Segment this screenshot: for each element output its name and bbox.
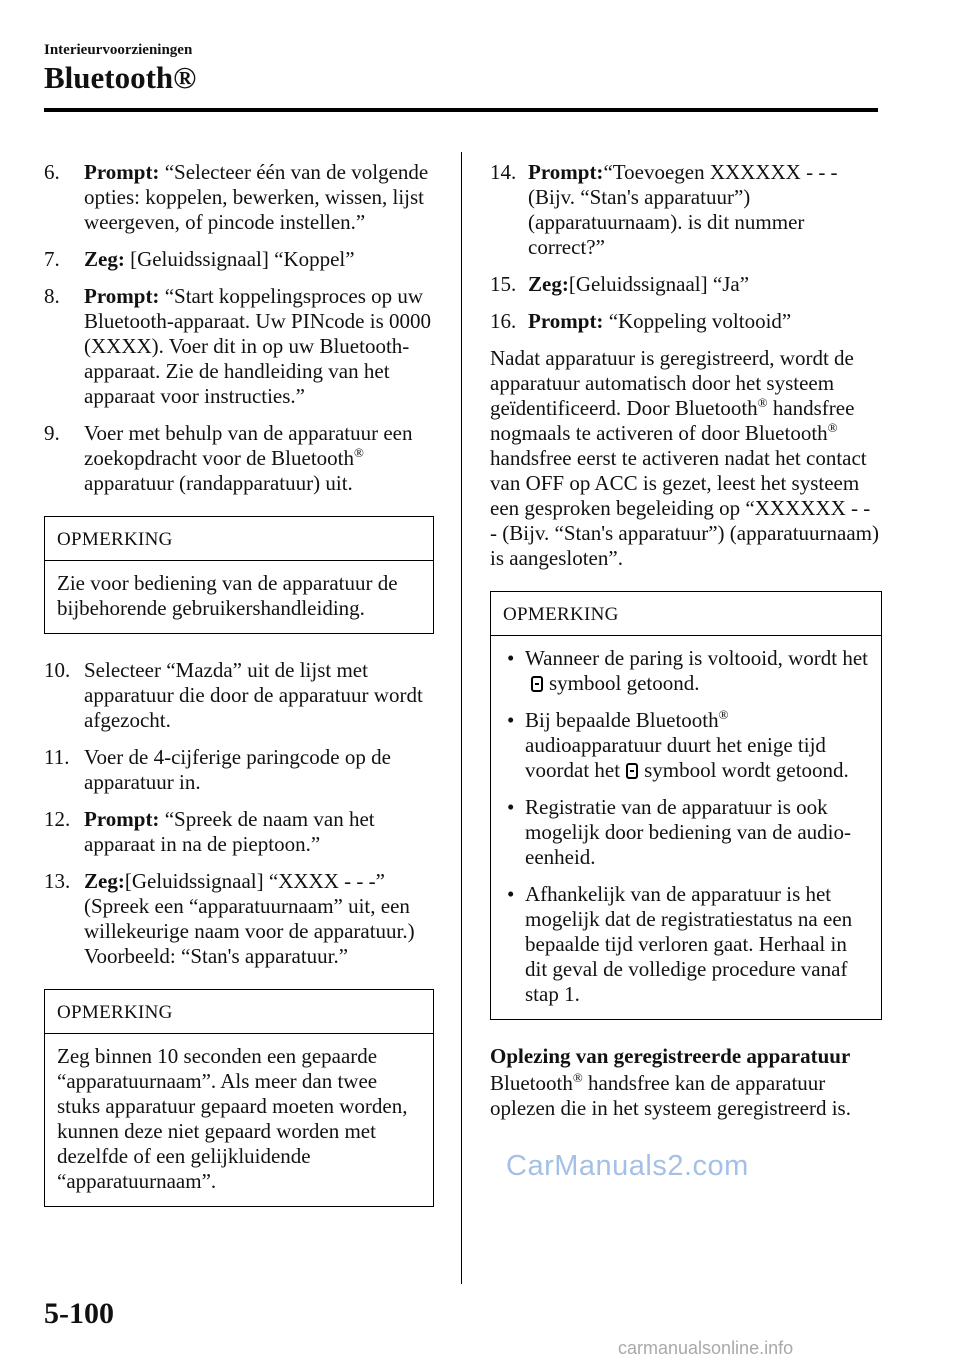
paragraph (490, 346, 882, 571)
step-text: apparatuur (randapparatuur) uit. (84, 471, 353, 495)
step-text: “Selecteer één van de volgende opties: koppelen, bewerken, wissen, lijst weergeven, of pincode instellen.” (84, 160, 429, 234)
note-box (44, 989, 434, 1207)
registered-mark: ® (572, 1070, 583, 1085)
phone-icon (531, 676, 543, 692)
step-number: 6. (44, 160, 60, 184)
step-text: [Geluidssignaal] “Ja” (568, 272, 750, 296)
step-number: 9. (44, 421, 60, 445)
subheading: Oplezing van geregistreerde apparatuur (490, 1044, 851, 1068)
list-item-text: Bij bepaalde Bluetooth (525, 708, 719, 732)
note-heading: OPMERKING (491, 592, 881, 636)
step-text: [Geluidssignaal] “Koppel” (124, 247, 355, 271)
list-item-text: Registratie van de apparatuur is ook mogelijk door bediening van de audio-eenheid. (525, 795, 852, 869)
note-list (503, 646, 869, 1007)
left-column (44, 160, 434, 1231)
paragraph-text: Nadat apparatuur is geregistreerd, wordt de apparatuur automatisch door het systeem geïdentificeerd. Door Bluetooth (490, 346, 854, 420)
step-number: 12. (44, 807, 71, 831)
step-10 (44, 658, 434, 733)
step-8 (44, 284, 434, 409)
step-text: [Geluidssignaal] “XXXX - - -” (Spreek een “apparatuurnaam” uit, een willekeurige naam voor de apparatuur.) (84, 869, 415, 943)
note-body (491, 636, 881, 1019)
list-item-text: Afhankelijk van de apparatuur is het mogelijk dat de registratiestatus na een bepaalde tijd verloren gaat. Herhaal in dit geval de volledige procedure vanaf stap 1. (525, 882, 853, 1006)
paragraph-text: handsfree eerst te activeren nadat het contact van OFF op ACC is gezet, leest het systeem een gesproken begeleiding op “XXXXXX - - - (Bijv. “Stan's apparatuur”) (apparatuurnaam) is aangesloten”. (490, 446, 880, 570)
step-7 (44, 247, 434, 272)
paragraph (490, 1071, 882, 1121)
step-keyword: Prompt: (84, 807, 160, 831)
list-item (503, 795, 869, 870)
step-number: 14. (490, 160, 517, 184)
step-number: 13. (44, 869, 71, 893)
step-number: 8. (44, 284, 60, 308)
step-text: Voer met behulp van de apparatuur een zoekopdracht voor de Bluetooth (84, 421, 413, 470)
step-11 (44, 745, 434, 795)
section-label: Interieurvoorzieningen (44, 42, 193, 58)
registered-mark: ® (354, 445, 364, 460)
step-keyword: Zeg: (84, 247, 125, 271)
step-13 (44, 869, 434, 969)
column-divider (461, 152, 462, 1284)
step-number: 7. (44, 247, 60, 271)
step-9 (44, 421, 434, 496)
right-column (490, 160, 882, 1133)
step-text: Selecteer “Mazda” uit de lijst met apparatuur die door de apparatuur wordt afgezocht. (84, 658, 423, 732)
step-6 (44, 160, 434, 235)
step-keyword: Prompt: (528, 160, 604, 184)
bullet: • (507, 708, 515, 732)
list-item-text: symbool wordt getoond. (644, 758, 849, 782)
note-heading: OPMERKING (45, 990, 433, 1034)
note-box (44, 516, 434, 634)
list-item (503, 882, 869, 1007)
registered-mark: ® (718, 707, 729, 722)
step-14 (490, 160, 882, 260)
step-number: 11. (44, 745, 70, 769)
step-text: “Toevoegen XXXXXX - - - (Bijv. “Stan's apparatuur”) (apparatuurnaam). is dit nummer correct?” (528, 160, 838, 259)
note-heading: OPMERKING (45, 517, 433, 561)
step-keyword: Prompt: (84, 284, 160, 308)
step-text: “Start koppelingsproces op uw Bluetooth-apparaat. Uw PINcode is 0000 (XXXX). Voer dit in op uw Bluetooth-apparaat. Zie de handleiding van het apparaat voor instructies.” (84, 284, 432, 408)
bullet: • (507, 646, 515, 670)
page-title: Bluetooth® (44, 60, 197, 95)
step-keyword: Prompt: (528, 309, 604, 333)
page-number: 5-100 (44, 1297, 114, 1330)
paragraph-text: handsfree kan de apparatuur oplezen die in het systeem geregistreerd is. (490, 1071, 851, 1120)
title-rule (44, 108, 878, 112)
paragraph-text: Bluetooth (490, 1071, 573, 1095)
paragraph-text: handsfree nogmaals te activeren of door Bluetooth (490, 396, 855, 445)
step-text: “Koppeling voltooid” (603, 309, 792, 333)
step-keyword: Prompt: (84, 160, 160, 184)
registered-mark: ® (757, 395, 768, 410)
step-16 (490, 309, 882, 334)
step-keyword: Zeg: (84, 869, 125, 893)
list-item (503, 708, 869, 783)
step-15 (490, 272, 882, 297)
watermark-footer: carmanualsonline.info (618, 1338, 794, 1358)
step-number: 15. (490, 272, 517, 296)
registered-mark: ® (827, 420, 838, 435)
bullet: • (507, 882, 515, 906)
step-number: 16. (490, 309, 517, 333)
watermark: CarManuals2.com (506, 1150, 749, 1182)
step-keyword: Zeg: (528, 272, 569, 296)
list-item-text: Wanneer de paring is voltooid, wordt het (525, 646, 868, 670)
step-12 (44, 807, 434, 857)
phone-icon (626, 763, 638, 779)
note-body: Zeg binnen 10 seconden een gepaarde “apparatuurnaam”. Als meer dan twee stuks apparatuur gepaard moeten worden, kunnen deze niet gepaard worden met dezelfde of een gelijkluidende “apparatuurnaam”. (57, 1044, 408, 1193)
step-number: 10. (44, 658, 71, 682)
list-item-text: symbool getoond. (549, 671, 700, 695)
note-body: Zie voor bediening van de apparatuur de bijbehorende gebruikershandleiding. (57, 571, 398, 620)
step-example: Voorbeeld: “Stan's apparatuur.” (84, 944, 349, 968)
step-text: “Spreek de naam van het apparaat in na de pieptoon.” (84, 807, 375, 856)
step-text: Voer de 4-cijferige paringcode op de apparatuur in. (84, 745, 391, 794)
list-item (503, 646, 869, 696)
bullet: • (507, 795, 515, 819)
note-box (490, 591, 882, 1020)
list-item-text: audioapparatuur duurt het enige tijd voordat het (525, 733, 826, 782)
